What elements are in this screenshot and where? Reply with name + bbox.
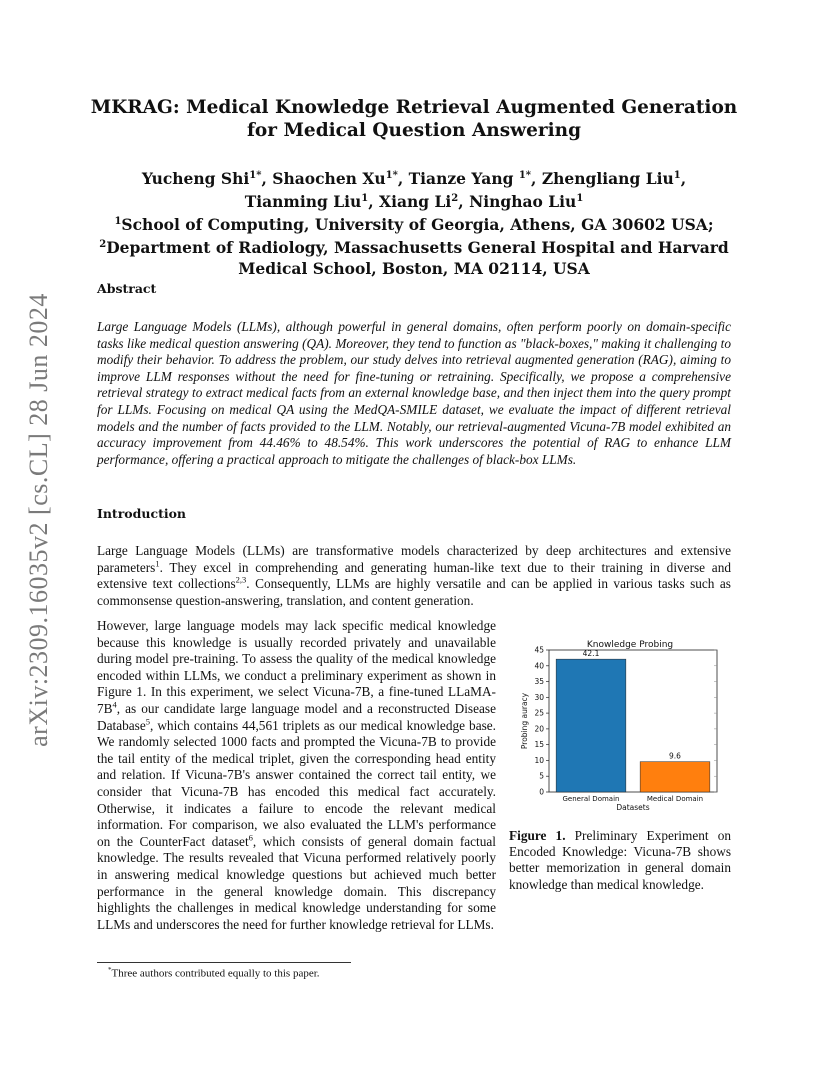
y-tick-label: 30 bbox=[534, 692, 544, 702]
affiliation-number: 1 bbox=[114, 216, 122, 228]
arxiv-sidebar bbox=[14, 280, 64, 760]
y-tick-label: 25 bbox=[534, 708, 544, 718]
author-name: Zhengliang Liu bbox=[541, 169, 674, 189]
y-tick-label: 40 bbox=[534, 661, 544, 671]
y-tick-label: 35 bbox=[534, 677, 544, 687]
bar-general-domain bbox=[556, 659, 626, 792]
citation-mark: 4 bbox=[112, 699, 117, 710]
bar-value-label: 42.1 bbox=[582, 649, 600, 659]
abstract-heading: Abstract bbox=[97, 281, 157, 296]
citation-mark: 1 bbox=[155, 558, 160, 569]
author-affiliation-mark: 1 bbox=[361, 193, 369, 205]
affiliation-2-continued: Medical School, Boston, MA 02114, USA bbox=[238, 258, 590, 278]
abstract-text: Large Language Models (LLMs), although powerful in general domains, often perform poorly on domain-specific tasks like medical question answering (QA). Moreover, they tend to function as "black-boxes," making it challenging to modify their behavior. To address the problem, our study delves into retrieval augmented generation (RAG), aiming to improve LLM responses without the need for fine-tuning or retraining. Specifically, we propose a comprehensive retrieval strategy to extract medical facts from an external knowledge base, and then inject them into the query prompt for LLMs. Focusing on medical QA using the MedQA-SMILE dataset, we evaluate the impact of different retrieval models and the number of facts provided to the LLM. Notably, our retrieval-augmented Vicuna-7B model exhibited an accuracy improvement from 44.46% to 48.54%. This work underscores the potential of RAG to enhance LLM performance, offering a practical approach to mitigate the challenges of black-box LLMs. bbox=[97, 319, 731, 467]
author-name: Tianming Liu bbox=[244, 192, 362, 212]
intro-paragraph-2 bbox=[97, 618, 496, 933]
affiliation-2 bbox=[80, 235, 748, 258]
affiliation-number: 2 bbox=[99, 239, 107, 251]
author-name: Xiang Li bbox=[379, 192, 452, 212]
author-affiliation-mark: 1* bbox=[518, 170, 532, 181]
citation-mark: 6 bbox=[248, 832, 253, 843]
intro-paragraph-1 bbox=[97, 543, 731, 609]
affiliation-text: School of Computing, University of Georgia, Athens, GA 30602 USA; bbox=[121, 215, 714, 235]
figure-caption-text: Preliminary Experiment on Encoded Knowledge: Vicuna-7B shows better memorization in general domain knowledge than medical knowledge. bbox=[509, 828, 731, 892]
footnote-divider bbox=[97, 962, 351, 963]
author-line-2: Tianming Liu$^1$, Xiang Li$^2$, Ninghao Liu$^1$ bbox=[244, 192, 584, 212]
author-name: Yucheng Shi bbox=[141, 169, 250, 189]
y-axis-label: Probing auracy bbox=[520, 692, 529, 750]
x-tick-label: Medical Domain bbox=[646, 795, 704, 803]
author-affiliation-mark: 1* bbox=[385, 170, 398, 181]
author-name: Shaochen Xu bbox=[272, 169, 386, 189]
affiliation-1 bbox=[80, 212, 748, 235]
y-tick-label: 5 bbox=[539, 771, 544, 781]
author-line-1: Yucheng Shi$^{1*}$, Shaochen $Xu^{1*}$, Tianze Yang $^{1*}$, Zhengliang Liu$^1$, bbox=[141, 169, 687, 189]
intro-text: , as our candidate large language model and a reconstructed Disease Database bbox=[97, 700, 496, 733]
author-affiliation-mark: 1 bbox=[576, 193, 584, 205]
x-tick-label: General Domain bbox=[562, 795, 620, 803]
bar-value-label: 9.6 bbox=[669, 751, 681, 761]
figure-1-caption bbox=[509, 828, 731, 893]
y-tick-label: 10 bbox=[534, 755, 544, 765]
intro-text: Large Language Models (LLMs) are transformative models characterized by deep architectures and extensive parameters bbox=[97, 543, 731, 575]
footnote-mark: * bbox=[108, 966, 112, 974]
paper-title bbox=[70, 96, 758, 142]
title-line-2: for Medical Question Answering bbox=[246, 120, 582, 141]
knowledge-probing-chart bbox=[505, 628, 731, 818]
y-tick-label: 45 bbox=[534, 645, 544, 655]
introduction-heading: Introduction bbox=[97, 506, 187, 521]
y-tick-label: 15 bbox=[534, 740, 544, 750]
y-tick-label: 20 bbox=[534, 724, 544, 734]
author-affiliation-mark: 2 bbox=[451, 193, 459, 205]
intro-text: , which consists of general domain factual knowledge. The results revealed that Vicuna performed relatively poorly in answering medical knowledge questions but achieved much better performance in the general knowledge domain. This discrepancy highlights the challenges in medical knowledge understanding for some LLMs and underscores the need for further knowledge retrieval for LLMs. bbox=[97, 833, 496, 932]
author-name: Ninghao Liu bbox=[469, 192, 577, 212]
arxiv-identifier: arXiv:2309.16035v2 [cs.CL] 28 Jun 2024 bbox=[24, 293, 53, 747]
chart-title: Knowledge Probing bbox=[586, 640, 674, 650]
citation-mark: 5 bbox=[145, 716, 150, 727]
footnote bbox=[108, 966, 320, 980]
intro-text: However, large language models may lack specific medical knowledge because this knowledge is usually recorded privately and unavailable during model pre-training. To assess the quality of the medical knowledge encoded within LLMs, we conduct a preliminary experiment as shown in Figure 1. In this experiment, we select Vicuna-7B, a fine-tuned LLaMA-7B bbox=[97, 618, 496, 716]
citation-mark: 2,3 bbox=[235, 574, 247, 585]
author-block bbox=[80, 166, 748, 279]
y-tick-label: 0 bbox=[539, 787, 544, 797]
footnote-text: Three authors contributed equally to this paper. bbox=[111, 967, 320, 980]
intro-text: , which contains 44,561 triplets as our medical knowledge base. We randomly selected 1000 facts and prompted the Vicuna-7B to provide the tail entity of the medical triplet, given the corresponding head entity and relation. If Vicuna-7B's answer contained the correct tail entity, we consider that Vicuna-7B has encoded this medical fact accurately. Otherwise, it indicates a failure to encode the relevant medical information. For comparison, we also evaluated the LLM's performance on the CounterFact dataset bbox=[97, 717, 496, 849]
bar-group bbox=[556, 649, 710, 792]
author-name: Tianze Yang bbox=[408, 169, 519, 189]
title-line-1: MKRAG: Medical Knowledge Retrieval Augmented Generation bbox=[90, 97, 738, 118]
author-affiliation-mark: 1* bbox=[249, 170, 262, 181]
author-affiliation-mark: 1 bbox=[673, 170, 681, 181]
intro-text: . They excel in comprehending and generating human-like text due to their training in diverse and extensive text collections bbox=[97, 559, 731, 592]
intro-text: . Consequently, LLMs are highly versatile and can be applied in various tasks such as commonsense question-answering, translation, and content generation. bbox=[97, 576, 731, 608]
affiliation-text: Department of Radiology, Massachusetts General Hospital and Harvard bbox=[106, 238, 729, 258]
figure-label: Figure 1. bbox=[509, 828, 566, 843]
x-axis-ticks bbox=[563, 795, 704, 803]
x-axis-label: Datasets bbox=[616, 803, 650, 812]
bar-medical-domain bbox=[640, 762, 710, 792]
